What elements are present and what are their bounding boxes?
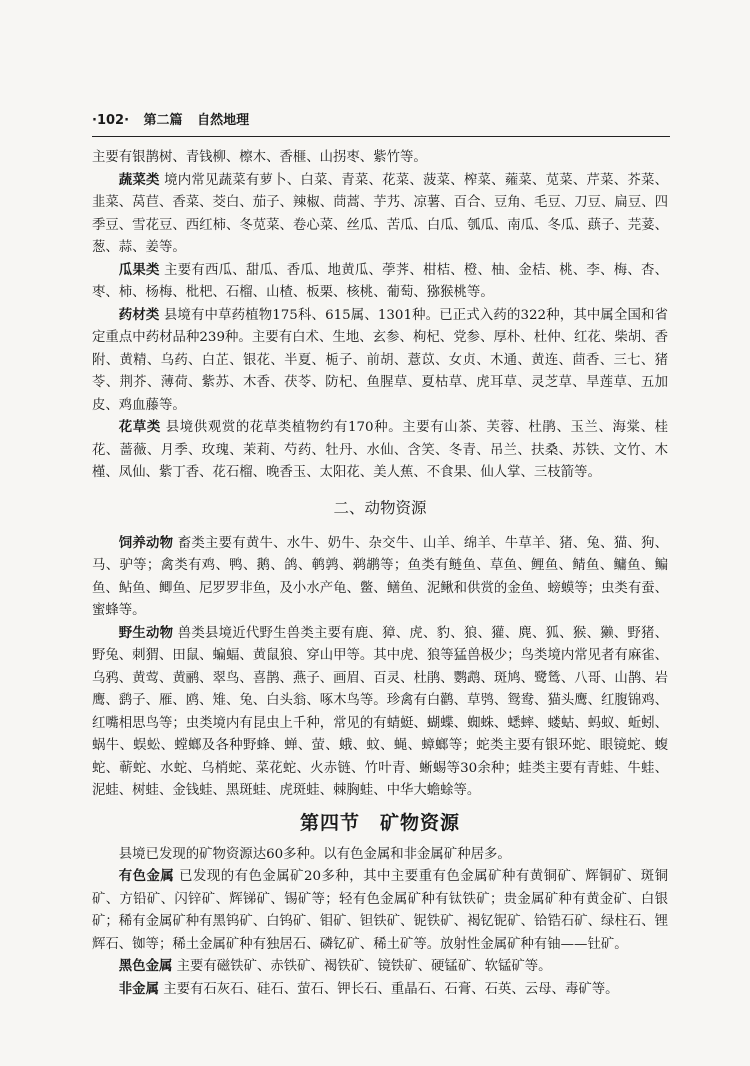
text-vegetables: 境内常见蔬菜有萝卜、白菜、青菜、花菜、菠菜、榨菜、蕹菜、苋菜、芹菜、芥菜、韭菜、莴苣、香菜、茭白、茄子、辣椒、茼蒿、芋艿、凉薯、百合、豆角、毛豆、刀豆、扁豆、四季豆、雪花豆、西红柿、冬苋菜、卷心菜、丝瓜、苦瓜、白瓜、瓠瓜、南瓜、冬瓜、蕻子、芫荽、葱、蒜、姜等。 <box>92 172 669 255</box>
paragraph-fruits <box>92 260 668 305</box>
minerals-intro: 县境已发现的矿物资源达60多种。以有色金属和非金属矿种居多。 <box>118 846 511 862</box>
paragraph-vegetables <box>92 170 668 260</box>
header-rule <box>92 136 670 137</box>
text-wild-animals: 兽类县境近代野生兽类主要有鹿、獐、虎、豹、狼、獾、麂、狐、猴、獭、野猪、野兔、刺猬、田鼠、蝙蝠、黄鼠狼、穿山甲等。其中虎、狼等猛兽极少；鸟类境内常见者有麻雀、乌鸦、黄莺、黄鹂、翠鸟、喜鹊、燕子、画眉、百灵、杜鹃、鹦鹉、斑鸠、鹭鸶、八哥、山鹊、岩鹰、鹞子、雁、鸥、雉、兔、白头翁、啄木鸟等。珍禽有白鹳、草鸮、鸳鸯、猫头鹰、红腹锦鸡、红嘴相思鸟等；虫类境内有昆虫上千种，常见的有蜻蜓、蝴蝶、蜘蛛、蟋蟀、蝼蛄、蚂蚁、蚯蚓、蜗牛、蜈蚣、螳螂及各种野蜂、蝉、萤、蛾、蚊、蝇、蟑螂等；蛇类主要有银环蛇、眼镜蛇、蝮蛇、蕲蛇、水蛇、乌梢蛇、菜花蛇、火赤链、竹叶青、蜥蜴等30余种；蛙类主要有青蛙、牛蛙、泥蛙、树蛙、金钱蛙、黑斑蛙、虎斑蛙、棘胸蛙、中华大蟾蜍等。 <box>92 625 669 798</box>
paragraph-nonferrous <box>92 866 668 956</box>
text-flowers: 县境供观赏的花草类植物约有170种。主要有山茶、芙蓉、杜鹃、玉兰、海棠、桂花、蔷薇、月季、玫瑰、茉莉、芍药、牡丹、水仙、含笑、冬青、吊兰、扶桑、苏铁、文竹、木槿、凤仙、紫丁香、花石榴、晚香玉、太阳花、美人蕉、不食果、仙人掌、三枝箭等。 <box>92 420 668 480</box>
term-vegetables: 蔬菜类 <box>118 172 160 188</box>
term-wild-animals: 野生动物 <box>118 625 174 641</box>
text-domestic-animals: 畜类主要有黄牛、水牛、奶牛、杂交牛、山羊、绵羊、牛草羊、猪、兔、猫、狗、马、驴等；禽类有鸡、鸭、鹅、鸽、鹌鹑、鹈鹕等；鱼类有鲢鱼、草鱼、鲤鱼、鲭鱼、鳙鱼、鳊鱼、鲇鱼、鲫鱼、尼罗罗非鱼，及小水产龟、鳖、鳝鱼、泥鳅和供赏的金鱼、螃蟆等；虫类有蚕、蜜蜂等。 <box>92 535 669 618</box>
part-label: 第二篇 <box>143 113 183 128</box>
text-nonferrous: 已发现的有色金属矿20多种，其中主要重有色金属矿种有黄铜矿、辉铜矿、斑铜矿、方铅矿、闪锌矿、辉锑矿、锡矿等；轻有色金属矿种有钛铁矿；贵金属矿种有黄金矿、白银矿；稀有金属矿种有黑钨矿、白钨矿、钼矿、钽铁矿、铌铁矿、褐钇铌矿、铪锆石矿、绿柱石、锂辉石、铷等；稀土金属矿种有独居石、磷钇矿、稀土矿等。放射性金属矿种有铀——钍矿。 <box>92 869 669 952</box>
paragraph-ferrous <box>92 956 668 979</box>
paragraph-domestic-animals <box>92 533 668 623</box>
section-heading-minerals <box>92 810 668 836</box>
term-domestic-animals: 饲养动物 <box>118 535 174 551</box>
term-nonferrous: 有色金属 <box>118 869 175 884</box>
paragraph-medicinal <box>92 305 668 418</box>
page-body <box>92 147 668 1001</box>
term-medicinal: 药材类 <box>118 307 160 323</box>
paragraph-nonmetal <box>92 979 668 1002</box>
term-fruits: 瓜果类 <box>118 262 160 278</box>
term-nonmetal: 非金属 <box>118 981 159 997</box>
section-number: 第四节 <box>299 811 360 834</box>
page-number: ·102· <box>92 113 130 128</box>
text-fruits: 主要有西瓜、甜瓜、香瓜、地黄瓜、荸荠、柑桔、橙、柚、金桔、桃、李、梅、杏、枣、柿、杨梅、枇杷、石榴、山楂、板栗、核桃、葡萄、猕猴桃等。 <box>92 262 669 300</box>
heading-animal-resources: 二、动物资源 <box>333 498 427 517</box>
running-header <box>92 112 670 130</box>
text-nonmetal: 主要有石灰石、硅石、萤石、钾长石、重晶石、石膏、石英、云母、毒矿等。 <box>163 981 619 997</box>
plants-intro: 主要有银鹊树、青钱柳、檫木、香榧、山拐枣、紫竹等。 <box>92 150 427 165</box>
part-title: 自然地理 <box>197 113 250 128</box>
term-flowers: 花草类 <box>118 420 161 435</box>
paragraph-wild-animals <box>92 623 668 803</box>
term-ferrous: 黑色金属 <box>118 959 173 974</box>
section-title: 矿物资源 <box>380 811 461 834</box>
paragraph-flowers <box>92 417 668 485</box>
text-ferrous: 主要有磁铁矿、赤铁矿、褐铁矿、镜铁矿、硬锰矿、软锰矿等。 <box>176 959 552 974</box>
text-medicinal: 县境有中草药植物175科、615属、1301种。已正式入药的322种，其中属全国和省定重点中药材品种239种。主要有白术、生地、玄参、枸杞、党参、厚朴、杜仲、红花、柴胡、香附、黄精、乌药、白芷、银花、半夏、栀子、前胡、薏苡、女贞、木通、黄连、茴香、三七、猪苓、荆芥、薄荷、紫苏、木香、茯苓、防杞、鱼腥草、夏枯草、虎耳草、灵芝草、旱莲草、五加皮、鸡血藤等。 <box>92 307 668 413</box>
